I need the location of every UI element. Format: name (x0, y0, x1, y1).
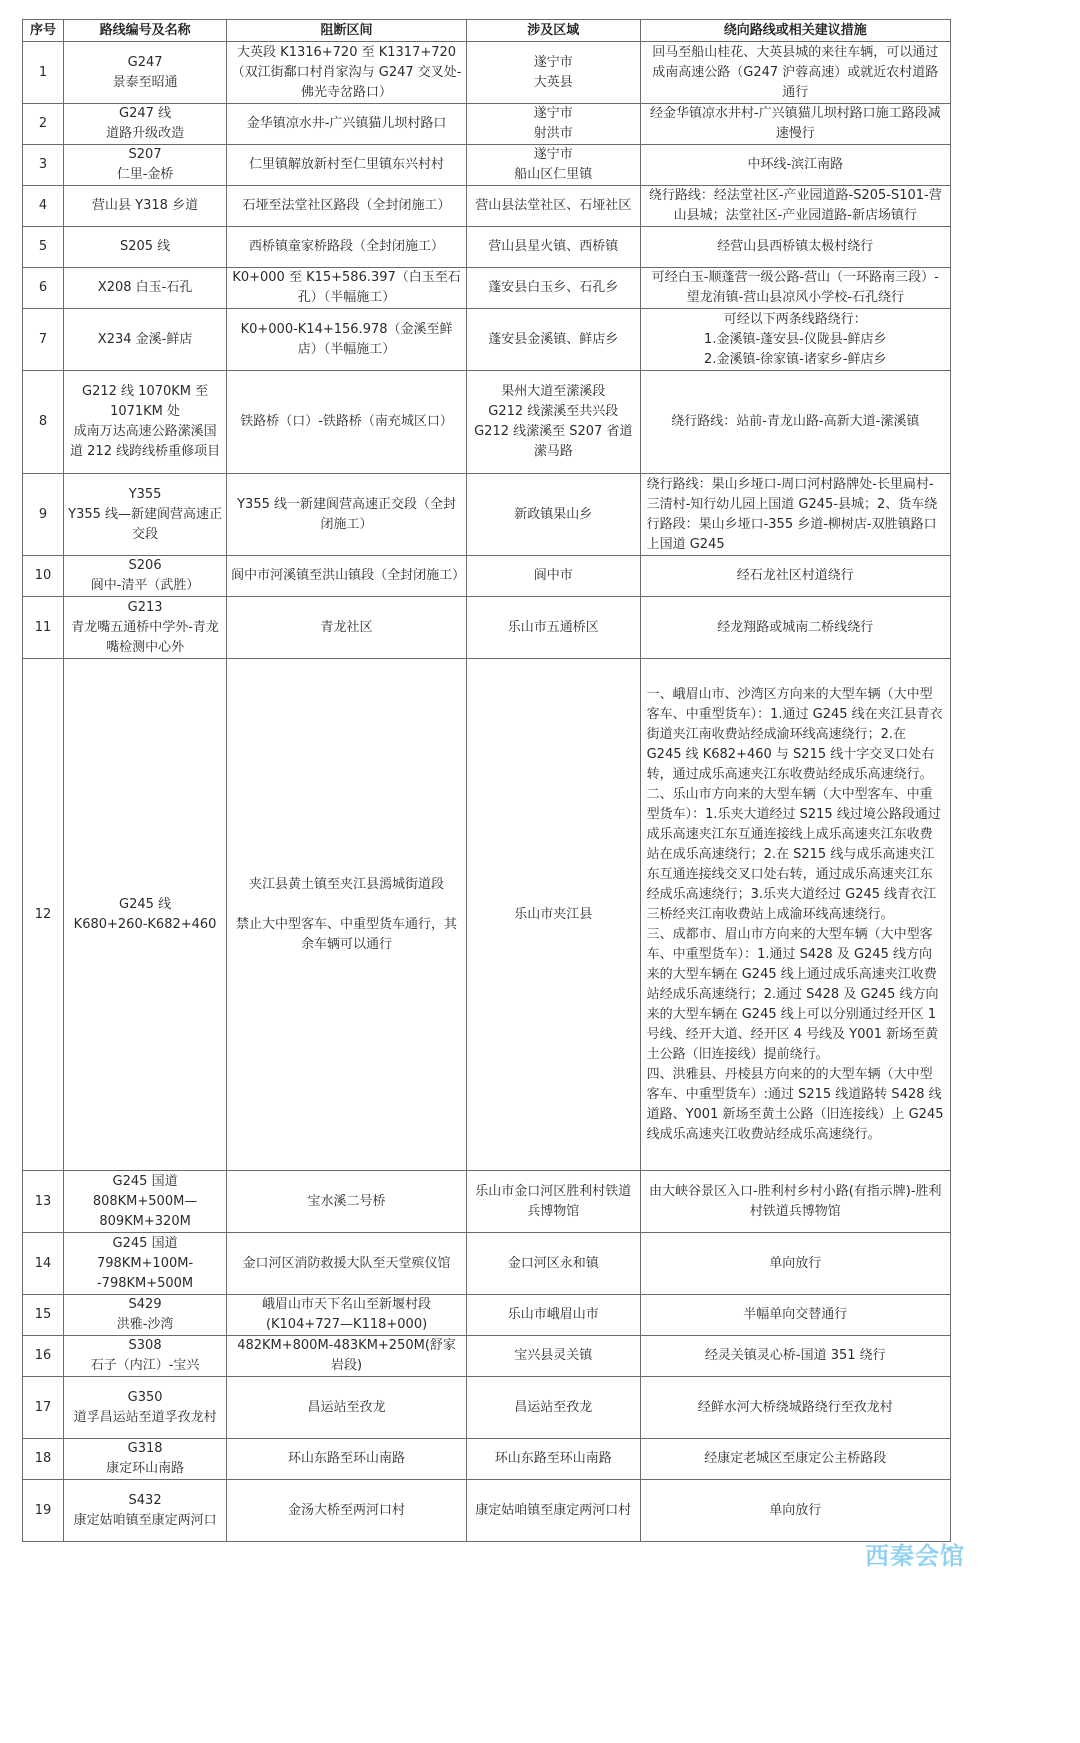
table-row (23, 556, 951, 597)
cell-area: 宝兴县灵关镇 (467, 1336, 641, 1377)
cell-detour: 中环线-滨江南路 (640, 145, 950, 186)
table-row (23, 186, 951, 227)
cell-section: 青龙社区 (227, 597, 467, 659)
road-closure-table (22, 19, 951, 1542)
cell-route: S429 洪雅-沙湾 (64, 1295, 227, 1336)
cell-no: 19 (23, 1480, 64, 1542)
header-row (23, 20, 951, 42)
cell-section: K0+000-K14+156.978（金溪至鲜店）（半幅施工） (227, 309, 467, 371)
cell-section: 金口河区消防救援大队至天堂殡仪馆 (227, 1233, 467, 1295)
cell-route: G247 景泰至昭通 (64, 42, 227, 104)
cell-area: 遂宁市 射洪市 (467, 104, 641, 145)
table-row (23, 1439, 951, 1480)
table-row (23, 1233, 951, 1295)
cell-detour: 单向放行 (640, 1233, 950, 1295)
watermark-logo: 西秦会馆 (865, 1542, 965, 1570)
cell-area: 乐山市峨眉山市 (467, 1295, 641, 1336)
cell-section: 金汤大桥至两河口村 (227, 1480, 467, 1542)
cell-area: 乐山市五通桥区 (467, 597, 641, 659)
cell-area: 乐山市金口河区胜利村铁道兵博物馆 (467, 1171, 641, 1233)
cell-section: 482KM+800M-483KM+250M(舒家岩段) (227, 1336, 467, 1377)
cell-route: S308 石子（内江）-宝兴 (64, 1336, 227, 1377)
cell-detour: 回马至船山桂花、大英县城的来往车辆，可以通过成南高速公路（G247 沪蓉高速）或就近农村道路通行 (640, 42, 950, 104)
cell-section: 大英段 K1316+720 至 K1317+720（双江街鄱口村肖家沟与 G247 交叉处-佛光寺岔路口） (227, 42, 467, 104)
table-row (23, 1377, 951, 1439)
header-section: 阻断区间 (227, 20, 467, 42)
cell-detour: 经鲜水河大桥绕城路绕行至孜龙村 (640, 1377, 950, 1439)
cell-no: 2 (23, 104, 64, 145)
cell-no: 11 (23, 597, 64, 659)
cell-section: 宝水溪二号桥 (227, 1171, 467, 1233)
cell-section: 夹江县黄土镇至夹江县漹城街道段 禁止大中型客车、中重型货车通行，其余车辆可以通行 (227, 659, 467, 1171)
cell-area: 环山东路至环山南路 (467, 1439, 641, 1480)
cell-no: 13 (23, 1171, 64, 1233)
cell-detour: 绕行路线：经法堂社区-产业园道路-S205-S101-营山县城；法堂社区-产业园道路-新店场镇行 (640, 186, 950, 227)
cell-area: 营山县星火镇、西桥镇 (467, 227, 641, 268)
table-row (23, 1480, 951, 1542)
cell-detour: 经龙翔路或城南二桥线绕行 (640, 597, 950, 659)
cell-route: G213 青龙嘴五通桥中学外-青龙嘴检测中心外 (64, 597, 227, 659)
table-row (23, 104, 951, 145)
cell-detour: 单向放行 (640, 1480, 950, 1542)
cell-no: 10 (23, 556, 64, 597)
cell-detour: 绕行路线：果山乡垭口-周口河村路牌处-长里扁村-三清村-知行幼儿园上国道 G245-县城；2、货车绕行路段：果山乡垭口-355 乡道-柳树店-双胜镇路口上国道 G245 (640, 474, 950, 556)
cell-section: Y355 线一新建阆营高速正交段（全封闭施工） (227, 474, 467, 556)
cell-detour: 经石龙社区村道绕行 (640, 556, 950, 597)
cell-no: 18 (23, 1439, 64, 1480)
cell-detour: 经康定老城区至康定公主桥路段 (640, 1439, 950, 1480)
cell-area: 遂宁市 船山区仁里镇 (467, 145, 641, 186)
table-row (23, 371, 951, 474)
table-row (23, 309, 951, 371)
cell-route: Y355 Y355 线—新建阆营高速正交段 (64, 474, 227, 556)
cell-area: 蓬安县白玉乡、石孔乡 (467, 268, 641, 309)
cell-no: 12 (23, 659, 64, 1171)
table-row (23, 1171, 951, 1233)
cell-section: 铁路桥（口）-铁路桥（南充城区口） (227, 371, 467, 474)
cell-no: 15 (23, 1295, 64, 1336)
cell-route: X234 金溪-鲜店 (64, 309, 227, 371)
cell-section: 石垭至法堂社区路段（全封闭施工） (227, 186, 467, 227)
cell-no: 3 (23, 145, 64, 186)
cell-no: 14 (23, 1233, 64, 1295)
cell-route: S432 康定姑咱镇至康定两河口 (64, 1480, 227, 1542)
cell-route: X208 白玉-石孔 (64, 268, 227, 309)
header-route: 路线编号及名称 (64, 20, 227, 42)
cell-route: S207 仁里-金桥 (64, 145, 227, 186)
cell-no: 5 (23, 227, 64, 268)
cell-route: 营山县 Y318 乡道 (64, 186, 227, 227)
cell-route: G245 国道 808KM+500M—809KM+320M (64, 1171, 227, 1233)
cell-section: 金华镇凉水井-广兴镇猫儿坝村路口 (227, 104, 467, 145)
cell-area: 营山县法堂社区、石垭社区 (467, 186, 641, 227)
table-row (23, 227, 951, 268)
cell-no: 4 (23, 186, 64, 227)
cell-no: 9 (23, 474, 64, 556)
cell-no: 7 (23, 309, 64, 371)
cell-area: 果州大道至潆溪段 G212 线潆溪至共兴段 G212 线潆溪至 S207 省道潆马路 (467, 371, 641, 474)
cell-no: 6 (23, 268, 64, 309)
cell-section: 环山东路至环山南路 (227, 1439, 467, 1480)
header-no: 序号 (23, 20, 64, 42)
cell-detour: 由大峡谷景区入口-胜利村乡村小路(有指示牌)-胜利村铁道兵博物馆 (640, 1171, 950, 1233)
cell-detour: 可经以下两条线路绕行： 1.金溪镇-蓬安县-仪陇县-鲜店乡 2.金溪镇-徐家镇-诸家乡-鲜店乡 (640, 309, 950, 371)
table-row (23, 1336, 951, 1377)
cell-section: 昌运站至孜龙 (227, 1377, 467, 1439)
cell-route: G245 国道 798KM+100M--798KM+500M (64, 1233, 227, 1295)
cell-route: S206 阆中-清平（武胜） (64, 556, 227, 597)
cell-route: G247 线 道路升级改造 (64, 104, 227, 145)
table-row (23, 1295, 951, 1336)
cell-route: G318 康定环山南路 (64, 1439, 227, 1480)
header-area: 涉及区域 (467, 20, 641, 42)
cell-area: 昌运站至孜龙 (467, 1377, 641, 1439)
cell-detour: 半幅单向交替通行 (640, 1295, 950, 1336)
table-row (23, 42, 951, 104)
cell-no: 16 (23, 1336, 64, 1377)
table-row (23, 659, 951, 1171)
cell-route: S205 线 (64, 227, 227, 268)
cell-detour: 经灵关镇灵心桥-国道 351 绕行 (640, 1336, 950, 1377)
cell-route: G212 线 1070KM 至 1071KM 处 成南万达高速公路潆溪国道 212 线跨线桥重修项目 (64, 371, 227, 474)
cell-section: K0+000 至 K15+586.397（白玉至石孔）（半幅施工） (227, 268, 467, 309)
cell-section: 阆中市河溪镇至洪山镇段（全封闭施工） (227, 556, 467, 597)
cell-area: 遂宁市 大英县 (467, 42, 641, 104)
cell-no: 1 (23, 42, 64, 104)
cell-detour: 一、峨眉山市、沙湾区方向来的大型车辆（大中型客车、中重型货车）：1.通过 G245 线在夹江县青衣街道夹江南收费站经成渝环线高速绕行；2.在 G245 线 K682+460 与 S215 线十字交叉口处右转，通过成乐高速夹江东收费站经成乐高速绕行。 二、乐山市方向来的大型车辆（大中型客车、中重型货车）：1.乐夹大道经过 S215 线过境公路段通过成乐高速夹江东互通连接线上成乐高速夹江东收费站在成乐高速绕行；2.在 S215 线与成乐高速夹江东互通连接线交叉口处右转，通过成乐高速夹江东经成乐高速绕行；3.乐夹大道经过 G245 线青衣江三桥经夹江南收费站上成渝环线高速绕行。 三、成都市、眉山市方向来的大型车辆（大中型客车、中重型货车）：1.通过 S428 及 G245 线方向来的大型车辆在 G245 线上通过成乐高速夹江收费站经成乐高速绕行；2.通过 S428 及 G245 线方向来的大型车辆在 G245 线上可以分别通过经开区 1 号线、经开大道、经开区 4 号线及 Y001 新场至黄土公路（旧连接线）提前绕行。 四、洪雅县、丹棱县方向来的的大型车辆（大中型客车、中重型货车）:通过 S215 线道路转 S428 线道路、Y001 新场至黄土公路（旧连接线）上 G245 线成乐高速夹江收费站经成乐高速绕行。 (640, 659, 950, 1171)
cell-no: 17 (23, 1377, 64, 1439)
table-row (23, 145, 951, 186)
table-row (23, 597, 951, 659)
table-row (23, 268, 951, 309)
cell-area: 蓬安县金溪镇、鲜店乡 (467, 309, 641, 371)
table-row (23, 474, 951, 556)
cell-section: 西桥镇童家桥路段（全封闭施工） (227, 227, 467, 268)
cell-detour: 经营山县西桥镇太极村绕行 (640, 227, 950, 268)
cell-area: 新政镇果山乡 (467, 474, 641, 556)
cell-section: 仁里镇解放新村至仁里镇东兴村村 (227, 145, 467, 186)
cell-detour: 经金华镇凉水井村-广兴镇猫儿坝村路口施工路段减速慢行 (640, 104, 950, 145)
cell-no: 8 (23, 371, 64, 474)
cell-route: G350 道孚昌运站至道孚孜龙村 (64, 1377, 227, 1439)
cell-detour: 绕行路线：站前-青龙山路-高新大道-潆溪镇 (640, 371, 950, 474)
header-detour: 绕向路线或相关建议措施 (640, 20, 950, 42)
cell-detour: 可经白玉-顺蓬营一级公路-营山（一环路南三段）-望龙洧镇-营山县凉风小学校-石孔绕行 (640, 268, 950, 309)
cell-area: 康定姑咱镇至康定两河口村 (467, 1480, 641, 1542)
cell-area: 阆中市 (467, 556, 641, 597)
cell-route: G245 线 K680+260-K682+460 (64, 659, 227, 1171)
cell-area: 乐山市夹江县 (467, 659, 641, 1171)
cell-area: 金口河区永和镇 (467, 1233, 641, 1295)
cell-section: 峨眉山市天下名山至新堰村段 (K104+727—K118+000) (227, 1295, 467, 1336)
